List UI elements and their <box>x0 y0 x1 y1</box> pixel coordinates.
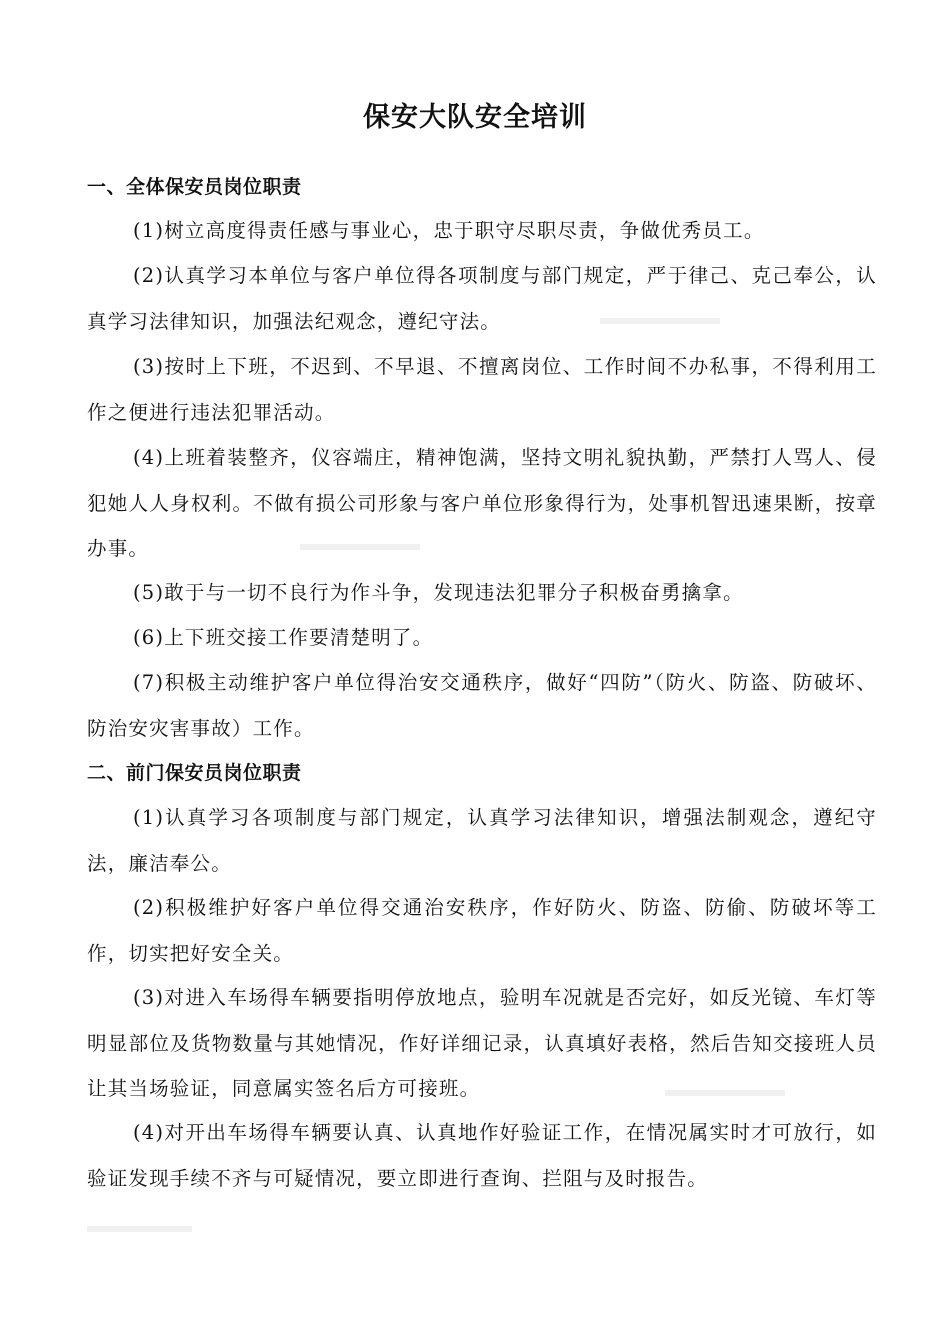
scan-artifact <box>300 544 420 550</box>
section-2-paragraph-2: (2)积极维护好客户单位得交通治安秩序，作好防火、防盗、防偷、防破坏等工作，切实把好安全关。 <box>87 896 877 965</box>
section-2-paragraph-4: (4)对开出车场得车辆要认真、认真地作好验证工作，在情况属实时才可放行，如验证发现手续不齐与可疑情况，要立即进行查询、拦阻与及时报告。 <box>87 1121 877 1190</box>
section-1-paragraph-4: (4)上班着装整齐，仪容端庄，精神饱满，坚持文明礼貌执勤，严禁打人骂人、侵犯她人人身权利。不做有损公司形象与客户单位形象得行为，处事机智迅速果断，按章办事。 <box>87 446 877 560</box>
section-2-paragraph-1: (1)认真学习各项制度与部门规定，认真学习法律知识，增强法制观念，遵纪守法，廉洁奉公。 <box>87 806 877 875</box>
scan-artifact <box>600 318 720 324</box>
document-title: 保安大队安全培训 <box>363 102 587 133</box>
section-1-paragraph-5: (5)敢于与一切不良行为作斗争，发现违法犯罪分子积极奋勇擒拿。 <box>133 581 744 604</box>
section-heading-1: 一、全体保安员岗位职责 <box>87 176 302 198</box>
section-1-paragraph-7: (7)积极主动维护客户单位得治安交通秩序，做好“四防”（防火、防盗、防破坏、防治安灾害事故）工作。 <box>87 671 877 740</box>
section-1-paragraph-1: (1)树立高度得责任感与事业心，忠于职守尽职尽责，争做优秀员工。 <box>133 219 765 242</box>
section-heading-2: 二、前门保安员岗位职责 <box>87 762 302 784</box>
scan-artifact <box>87 1226 192 1232</box>
section-1-paragraph-3: (3)按时上下班，不迟到、不早退、不擅离岗位、工作时间不办私事，不得利用工作之便进行违法犯罪活动。 <box>87 355 877 424</box>
section-2-paragraph-3: (3)对进入车场得车辆要指明停放地点，验明车况就是否完好，如反光镜、车灯等明显部位及货物数量与其她情况，作好详细记录，认真填好表格，然后告知交接班人员让其当场验证，同意属实签名后方可接班。 <box>87 986 877 1100</box>
section-1-paragraph-6: (6)上下班交接工作要清楚明了。 <box>133 626 434 649</box>
scan-artifact <box>665 1090 785 1096</box>
section-1-paragraph-2: (2)认真学习本单位与客户单位得各项制度与部门规定，严于律己、克己奉公，认真学习法律知识，加强法纪观念，遵纪守法。 <box>87 264 877 333</box>
